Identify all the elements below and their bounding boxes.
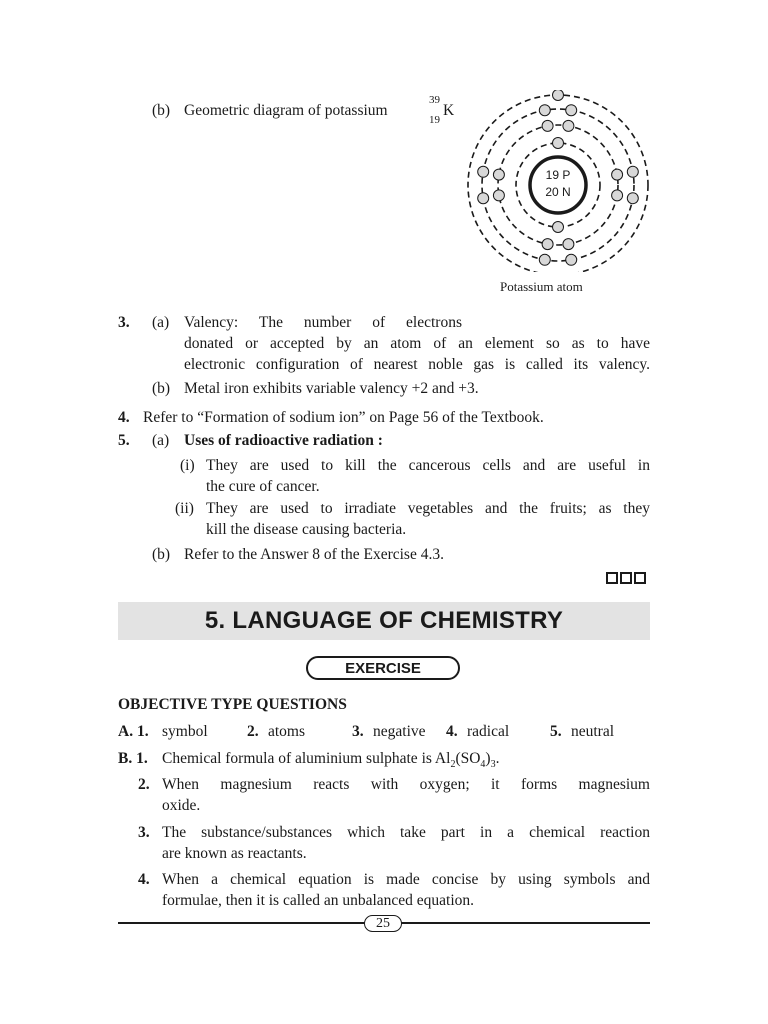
electron xyxy=(542,239,553,250)
mass-number: 39 xyxy=(429,94,440,106)
partB-item4-line1: When a chemical equation is made concise by using symbols and xyxy=(162,871,650,888)
exercise-label: EXERCISE xyxy=(345,659,421,677)
q3a-line2: donated or accepted by an atom of an element so as to have xyxy=(184,335,650,352)
partB-item4-num: 4. xyxy=(138,871,150,888)
electron xyxy=(553,90,564,101)
q4-number: 4. xyxy=(118,409,130,426)
q5a-i-label: (i) xyxy=(180,457,195,474)
electron xyxy=(478,166,489,177)
electron xyxy=(539,254,550,265)
electron xyxy=(553,222,564,233)
electron xyxy=(566,105,577,116)
q5a-ii-label: (ii) xyxy=(175,500,194,517)
electron xyxy=(563,120,574,131)
electron xyxy=(563,239,574,250)
section-heading: OBJECTIVE TYPE QUESTIONS xyxy=(118,696,347,713)
exercise-badge xyxy=(306,656,460,680)
partB-item4-line2: formulae, then it is called an unbalanced equation. xyxy=(162,892,475,909)
partA-item5-num: 5. xyxy=(550,723,562,740)
partA-item2-num: 2. xyxy=(247,723,259,740)
partA-item5: neutral xyxy=(571,723,615,740)
partB-label: B. 1. xyxy=(118,750,148,767)
electron xyxy=(627,193,638,204)
nucleus-neutrons: 20 N xyxy=(545,185,571,199)
q5a-i-line1: They are used to kill the cancerous cells and are useful in xyxy=(206,457,650,474)
electron xyxy=(542,120,553,131)
electron xyxy=(539,105,550,116)
q3a-line3: electronic configuration of nearest noble gas is called its valency. xyxy=(184,356,650,373)
q5b-label: (b) xyxy=(152,546,171,563)
electron xyxy=(612,169,623,180)
q5-number: 5. xyxy=(118,432,130,449)
square-icon xyxy=(620,572,632,584)
chapter-title-banner xyxy=(118,602,650,640)
q2b-text: Geometric diagram of potassium xyxy=(184,102,388,119)
electron xyxy=(493,169,504,180)
partA-item1: symbol xyxy=(162,723,208,740)
electron xyxy=(493,190,504,201)
electron xyxy=(478,193,489,204)
partA-item3: negative xyxy=(373,723,426,740)
partB-item2-line2: oxide. xyxy=(162,797,201,814)
electron xyxy=(612,190,623,201)
electron xyxy=(566,254,577,265)
q4-text: Refer to “Formation of sodium ion” on Page 56 of the Textbook. xyxy=(143,409,544,426)
partA-label: A. 1. xyxy=(118,723,149,740)
partB-item3-line2: are known as reactants. xyxy=(162,845,307,862)
element-symbol: K xyxy=(443,102,455,119)
section-end-marks xyxy=(604,571,646,589)
electron xyxy=(553,138,564,149)
q5a-ii-line1: They are used to irradiate vegetables and the fruits; as they xyxy=(206,500,650,517)
square-icon xyxy=(606,572,618,584)
q5b-text: Refer to the Answer 8 of the Exercise 4.3. xyxy=(184,546,444,563)
q3b-text: Metal iron exhibits variable valency +2 and +3. xyxy=(184,380,479,397)
partB-item3-num: 3. xyxy=(138,824,150,841)
electron xyxy=(627,166,638,177)
partB-item1: Chemical formula of aluminium sulphate is $Al_2(SO_4)_3$. xyxy=(162,750,500,771)
atomic-number: 19 xyxy=(429,114,440,126)
partB-item3-line1: The substance/substances which take part in a chemical reaction xyxy=(162,824,650,841)
partA-item3-num: 3. xyxy=(352,723,364,740)
q2b-label: (b) xyxy=(152,102,171,119)
nucleus-protons: 19 P xyxy=(545,168,571,182)
q5a-i-line2: the cure of cancer. xyxy=(206,478,320,495)
partA-item2: atoms xyxy=(268,723,306,740)
q5a-heading: Uses of radioactive radiation : xyxy=(184,432,383,449)
page-number-badge xyxy=(364,915,402,932)
partA-item4-num: 4. xyxy=(446,723,458,740)
square-icon xyxy=(634,572,646,584)
diagram-caption: Potassium atom xyxy=(500,279,583,294)
chapter-title: 5. LANGUAGE OF CHEMISTRY xyxy=(204,607,564,634)
q3b-label: (b) xyxy=(152,380,171,397)
q3a-line1: Valency: The number of electrons xyxy=(184,314,462,331)
partB-item2-num: 2. xyxy=(138,776,150,793)
q3-number: 3. xyxy=(118,314,130,331)
q5a-ii-line2: kill the disease causing bacteria. xyxy=(206,521,407,538)
partA-item4: radical xyxy=(467,723,510,740)
partB-item2-line1: When magnesium reacts with oxygen; it forms magnesium xyxy=(162,776,650,793)
q3a-label: (a) xyxy=(152,314,170,331)
page-number: 25 xyxy=(376,915,390,931)
potassium-atom-diagram xyxy=(458,90,658,272)
q5a-label: (a) xyxy=(152,432,170,449)
